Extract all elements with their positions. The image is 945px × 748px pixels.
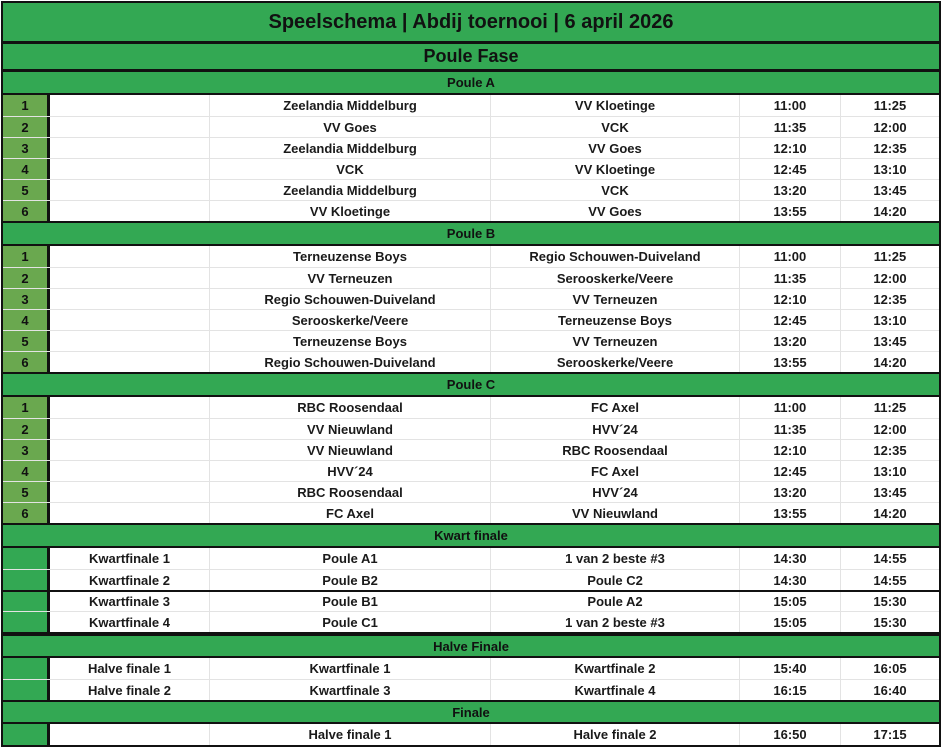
away-team: VV Terneuzen	[491, 289, 740, 309]
home-team: Poule B1	[210, 592, 491, 611]
end-time: 16:40	[873, 682, 907, 698]
round-marker	[3, 658, 50, 679]
start-time: 11:00	[740, 95, 841, 116]
start-time: 16:50	[740, 724, 841, 745]
home-team: VV Kloetinge	[210, 201, 491, 221]
home-team: VCK	[210, 159, 491, 179]
away-team: VCK	[491, 180, 740, 200]
title-text: Speelschema | Abdij toernooi | 6 april 2026	[268, 10, 674, 33]
match-label	[50, 440, 210, 460]
match-number: 2	[3, 419, 50, 439]
away-team: Poule A2	[491, 592, 740, 611]
away-team: VV Nieuwland	[491, 503, 740, 523]
home-team: Terneuzense Boys	[210, 246, 491, 267]
poule-a-block	[1, 95, 941, 223]
match-row	[3, 288, 939, 309]
match-number: 3	[3, 138, 50, 158]
match-label	[50, 138, 210, 158]
match-row	[3, 116, 939, 137]
match-row	[3, 351, 939, 372]
end-time: 15:30	[873, 594, 907, 609]
poule-c-header	[1, 372, 941, 397]
match-label	[50, 482, 210, 502]
round-marker	[3, 724, 50, 745]
match-label	[50, 503, 210, 523]
home-team: RBC Roosendaal	[210, 397, 491, 418]
home-team: Poule C1	[210, 612, 491, 632]
home-team: Poule A1	[210, 548, 491, 569]
match-label	[50, 289, 210, 309]
away-team: Kwartfinale 2	[491, 658, 740, 679]
match-label	[50, 724, 210, 745]
start-time: 11:00	[740, 246, 841, 267]
match-label	[50, 117, 210, 137]
end-time: 12:35	[873, 140, 907, 156]
end-time: 11:25	[873, 400, 907, 415]
start-time: 14:30	[740, 548, 841, 569]
end-time: 12:35	[873, 442, 907, 458]
away-team: VV Kloetinge	[491, 159, 740, 179]
match-label: Kwartfinale 1	[50, 548, 210, 569]
match-number: 3	[3, 289, 50, 309]
start-time: 12:10	[740, 289, 841, 309]
start-time: 12:10	[740, 440, 841, 460]
match-label: Kwartfinale 4	[50, 612, 210, 632]
start-time: 12:10	[740, 138, 841, 158]
match-number: 1	[3, 246, 50, 267]
match-row	[3, 179, 939, 200]
start-time: 13:55	[740, 201, 841, 221]
poule-c-title: Poule C	[446, 377, 496, 392]
end-time: 15:30	[873, 614, 907, 630]
home-team: Poule B2	[210, 570, 491, 590]
finale-title: Finale	[452, 704, 490, 720]
round-marker	[3, 592, 50, 611]
home-team: Terneuzense Boys	[210, 331, 491, 351]
end-time: 17:15	[873, 727, 907, 742]
start-time: 15:05	[740, 612, 841, 632]
home-team: VV Terneuzen	[210, 268, 491, 288]
match-label: Kwartfinale 3	[50, 592, 210, 611]
halvefinale-title: Halve Finale	[433, 638, 509, 654]
home-team: RBC Roosendaal	[210, 482, 491, 502]
match-label	[50, 180, 210, 200]
match-label	[50, 159, 210, 179]
start-time: 11:35	[740, 268, 841, 288]
away-team: RBC Roosendaal	[491, 440, 740, 460]
match-row	[3, 95, 939, 116]
match-label	[50, 310, 210, 330]
end-time: 13:10	[873, 463, 907, 479]
match-number: 3	[3, 440, 50, 460]
match-number: 6	[3, 503, 50, 523]
start-time: 13:20	[740, 180, 841, 200]
end-time: 13:45	[873, 182, 907, 198]
end-time: 13:45	[873, 484, 907, 500]
match-row	[3, 548, 939, 569]
halvefinale-header	[1, 634, 941, 658]
match-label	[50, 246, 210, 267]
start-time: 11:35	[740, 419, 841, 439]
end-time: 12:00	[873, 421, 907, 437]
match-label	[50, 331, 210, 351]
start-time: 15:40	[740, 658, 841, 679]
away-team: 1 van 2 beste #3	[491, 612, 740, 632]
match-number: 1	[3, 397, 50, 418]
match-number: 2	[3, 117, 50, 137]
page-title	[1, 1, 941, 43]
match-label	[50, 201, 210, 221]
poule-a-title: Poule A	[447, 75, 495, 90]
finale-header	[1, 700, 941, 724]
home-team: Halve finale 1	[210, 724, 491, 745]
match-number: 4	[3, 310, 50, 330]
poule-b-header	[1, 221, 941, 246]
match-label	[50, 95, 210, 116]
match-row	[3, 397, 939, 418]
end-time: 13:10	[873, 161, 907, 177]
away-team: Serooskerke/Veere	[491, 352, 740, 372]
match-row	[3, 569, 939, 590]
match-number: 1	[3, 95, 50, 116]
match-number: 6	[3, 201, 50, 221]
match-label	[50, 397, 210, 418]
away-team: VV Goes	[491, 138, 740, 158]
home-team: Regio Schouwen-Duiveland	[210, 289, 491, 309]
match-row	[3, 679, 939, 700]
round-marker	[3, 612, 50, 632]
start-time: 12:45	[740, 159, 841, 179]
away-team: Kwartfinale 4	[491, 680, 740, 700]
match-row	[3, 611, 939, 632]
match-row	[3, 200, 939, 221]
finale-block	[1, 724, 941, 747]
poule-b-title: Poule B	[446, 226, 496, 241]
end-time: 11:25	[873, 98, 907, 113]
end-time: 14:55	[873, 572, 907, 588]
round-marker	[3, 570, 50, 590]
match-label	[50, 461, 210, 481]
match-row	[3, 502, 939, 523]
match-number: 4	[3, 461, 50, 481]
match-row	[3, 658, 939, 679]
end-time: 11:25	[873, 249, 907, 264]
match-number: 5	[3, 180, 50, 200]
home-team: Zeelandia Middelburg	[210, 138, 491, 158]
start-time: 11:00	[740, 397, 841, 418]
home-team: Zeelandia Middelburg	[210, 95, 491, 116]
end-time: 14:55	[873, 551, 907, 566]
match-label	[50, 268, 210, 288]
start-time: 12:45	[740, 461, 841, 481]
match-number: 2	[3, 268, 50, 288]
phase-text: Poule Fase	[423, 46, 519, 66]
match-label	[50, 419, 210, 439]
home-team: Regio Schouwen-Duiveland	[210, 352, 491, 372]
kwartfinale-block	[1, 548, 941, 634]
match-number: 6	[3, 352, 50, 372]
match-row	[3, 418, 939, 439]
match-number: 5	[3, 331, 50, 351]
round-marker	[3, 680, 50, 700]
match-row	[3, 137, 939, 158]
away-team: Terneuzense Boys	[491, 310, 740, 330]
match-row	[3, 309, 939, 330]
away-team: Halve finale 2	[491, 724, 740, 745]
away-team: FC Axel	[491, 397, 740, 418]
away-team: Regio Schouwen-Duiveland	[491, 246, 740, 267]
start-time: 12:45	[740, 310, 841, 330]
home-team: Serooskerke/Veere	[210, 310, 491, 330]
away-team: HVV´24	[491, 482, 740, 502]
poule-c-block	[1, 397, 941, 525]
start-time: 13:20	[740, 331, 841, 351]
start-time: 14:30	[740, 570, 841, 590]
home-team: Kwartfinale 3	[210, 680, 491, 700]
match-row	[3, 439, 939, 460]
home-team: Kwartfinale 1	[210, 658, 491, 679]
away-team: VCK	[491, 117, 740, 137]
away-team: Serooskerke/Veere	[491, 268, 740, 288]
start-time: 13:20	[740, 482, 841, 502]
match-row	[3, 158, 939, 179]
match-row	[3, 246, 939, 267]
home-team: VV Nieuwland	[210, 419, 491, 439]
match-row	[3, 724, 939, 745]
start-time: 16:15	[740, 680, 841, 700]
away-team: 1 van 2 beste #3	[491, 548, 740, 569]
match-row	[3, 460, 939, 481]
start-time: 13:55	[740, 352, 841, 372]
end-time: 14:20	[873, 354, 907, 370]
end-time: 12:00	[873, 119, 907, 135]
match-label	[50, 352, 210, 372]
match-label: Halve finale 1	[50, 658, 210, 679]
away-team: Poule C2	[491, 570, 740, 590]
match-row	[3, 481, 939, 502]
end-time: 13:10	[873, 312, 907, 328]
match-label: Halve finale 2	[50, 680, 210, 700]
home-team: HVV´24	[210, 461, 491, 481]
kwartfinale-title: Kwart finale	[434, 528, 508, 543]
end-time: 14:20	[873, 505, 907, 521]
home-team: VV Goes	[210, 117, 491, 137]
match-row	[3, 590, 939, 611]
match-row	[3, 267, 939, 288]
round-marker	[3, 548, 50, 569]
start-time: 15:05	[740, 592, 841, 611]
end-time: 16:05	[873, 661, 907, 676]
end-time: 13:45	[873, 333, 907, 349]
start-time: 11:35	[740, 117, 841, 137]
start-time: 13:55	[740, 503, 841, 523]
match-label: Kwartfinale 2	[50, 570, 210, 590]
match-row	[3, 330, 939, 351]
end-time: 14:20	[873, 203, 907, 219]
poule-b-block	[1, 246, 941, 374]
match-number: 5	[3, 482, 50, 502]
away-team: FC Axel	[491, 461, 740, 481]
home-team: FC Axel	[210, 503, 491, 523]
end-time: 12:35	[873, 291, 907, 307]
phase-header	[1, 42, 941, 71]
match-number: 4	[3, 159, 50, 179]
home-team: Zeelandia Middelburg	[210, 180, 491, 200]
away-team: HVV´24	[491, 419, 740, 439]
kwartfinale-header	[1, 523, 941, 548]
away-team: VV Goes	[491, 201, 740, 221]
poule-a-header	[1, 70, 941, 95]
away-team: VV Kloetinge	[491, 95, 740, 116]
home-team: VV Nieuwland	[210, 440, 491, 460]
halvefinale-block	[1, 658, 941, 702]
away-team: VV Terneuzen	[491, 331, 740, 351]
end-time: 12:00	[873, 270, 907, 286]
